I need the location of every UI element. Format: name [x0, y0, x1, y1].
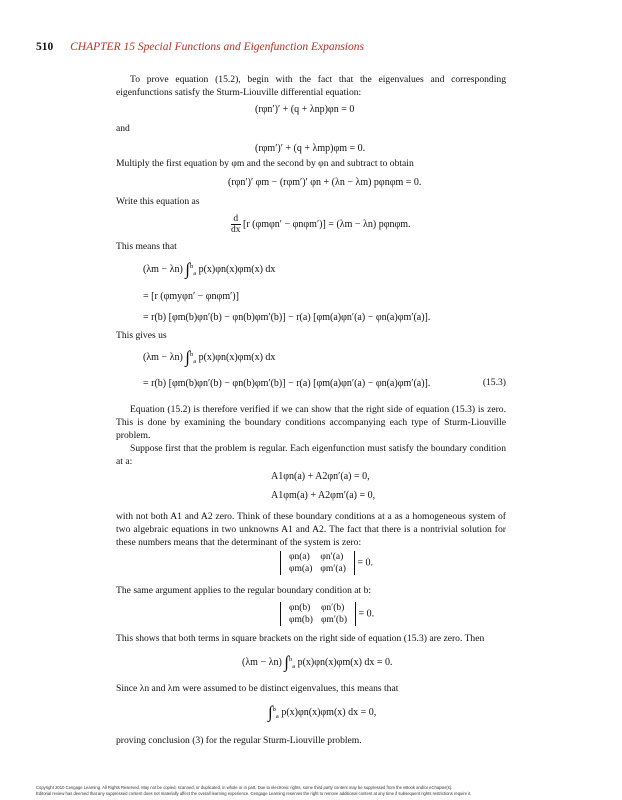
lower-limit: a [292, 663, 296, 670]
paragraph-this-means: This means that [116, 241, 177, 252]
d-dx-fraction [231, 214, 241, 235]
lower-limit: a [193, 270, 197, 277]
equation-derivative-form [231, 214, 411, 235]
determinant-matrix [280, 551, 355, 575]
paragraph-multiply: Multiply the first equation by φm and the second by φn and subtract to obtain [116, 158, 414, 169]
integral-sign: ∫ [284, 652, 289, 672]
det-cell: φm(b) [289, 615, 313, 625]
determinant-rhs: = 0. [357, 557, 374, 569]
upper-limit: b [189, 350, 194, 358]
equation-integral-1 [143, 259, 276, 279]
text-and: and [116, 123, 130, 134]
det-cell: φm(a) [289, 564, 313, 574]
paragraph-conclusion: proving conclusion (3) for the regular Sturm-Liouville problem. [116, 735, 362, 746]
integral-sign: ∫ [185, 259, 190, 279]
fraction-denominator: dx [231, 225, 241, 235]
paragraph-verified: Equation (15.2) is therefore verified if we can show that the right side of equation (15.3) is zero. This is done by examining the boundary conditions accompanying each type of Sturm-Liouville problem. [116, 404, 506, 441]
paragraph-same-argument: The same argument applies to the regular boundary condition at b: [116, 585, 372, 596]
det-cell: φm′(b) [320, 615, 347, 625]
det-cell: φn(b) [289, 603, 311, 613]
upper-limit: b [288, 655, 293, 663]
determinant-at-b [280, 602, 374, 626]
paragraph-homogeneous: with not both A1 and A2 zero. Think of these boundary conditions at a as a homogeneous system of two algebraic equations in two unknowns A1 and A2. The fact that there is a nontrivial solution for these numbers means that the determinant of the system is zero: [116, 511, 506, 548]
paragraph-regular: Suppose first that the problem is regular. Each eigenfunction must satisfy the boundary condition at a: [116, 443, 506, 467]
equation-boundary-terms-2: = r(b) [φm(b)φn′(b) − φn(b)φm′(b)] − r(a) [φm(a)φn′(a) − φn(a)φm′(a)]. [143, 378, 431, 389]
determinant-matrix [280, 602, 356, 626]
integrand: p(x)φn(x)φm(x) dx [198, 352, 276, 363]
determinant-at-a [280, 551, 373, 575]
copyright-footer [36, 785, 596, 797]
det-cell: φn′(b) [320, 603, 345, 613]
equation-sl-n: (rφn′)′ + (q + λnp)φn = 0 [255, 104, 355, 115]
paragraph-both-terms: This shows that both terms in square brackets on the right side of equation (15.3) are zero. Then [116, 633, 485, 644]
lambda-difference: (λm − λn) [143, 352, 183, 363]
equation-bc-m: A1φm(a) + A2φm′(a) = 0, [271, 490, 376, 501]
upper-limit: b [272, 705, 276, 713]
copyright-line-2: Editorial review has deemed that any suppressed content does not materially affect the overall learning experience. Cengage Learning reserves the right to remove additional content at any time if subsequent rights restrictions require it. [36, 791, 472, 796]
det-cell: φn′(a) [320, 552, 344, 562]
paragraph-distinct: Since λn and λm were assumed to be distinct eigenvalues, this means that [116, 683, 399, 694]
equation-bc-n: A1φn(a) + A2φn′(a) = 0, [271, 471, 370, 482]
integrand: p(x)φn(x)φm(x) dx [198, 264, 276, 275]
derivative-rhs: [r (φmφn′ − φnφm′)] = (λm − λn) pφnφm. [243, 218, 411, 230]
lambda-difference: (λm − λn) [242, 657, 282, 668]
lower-limit: a [275, 713, 279, 720]
equation-number-15-3: (15.3) [482, 377, 506, 388]
equation-sl-m: (rφm′)′ + (q + λmp)φm = 0. [255, 143, 366, 154]
determinant-rhs: = 0. [358, 608, 375, 620]
equation-integral-2 [143, 347, 276, 367]
page-number: 510 [36, 41, 54, 53]
integrand: p(x)φn(x)φm(x) dx = 0. [297, 657, 393, 668]
lower-limit: a [193, 358, 197, 365]
paragraph-intro: To prove equation (15.2), begin with the fact that the eigenvalues and corresponding eigenfunctions satisfy the Sturm-Liouville differential equation: [116, 74, 506, 98]
chapter-title: CHAPTER 15 Special Functions and Eigenfunction Expansions [70, 41, 364, 53]
paragraph-write: Write this equation as [116, 196, 200, 207]
integral-sign: ∫ [185, 347, 190, 367]
equation-bracket-eval: = [r (φmyφn′ − φnφm′)] [143, 291, 239, 302]
det-cell: φm′(a) [320, 564, 346, 574]
copyright-line-1: Copyright 2010 Cengage Learning. All Rights Reserved. May not be copied, scanned, or duplicated, in whole or in part. Due to electronic rights, some third party content may be suppressed from the eBook and/or eChapter(s). [36, 785, 453, 790]
upper-limit: b [189, 262, 194, 270]
integral-sign: ∫ [268, 702, 273, 722]
lambda-difference: (λm − λn) [143, 264, 183, 275]
equation-subtracted: (rφn′)′ φm − (rφm′)′ φn + (λn − λm) pφnφm = 0. [228, 177, 422, 188]
equation-boundary-terms-1: = r(b) [φm(b)φn′(b) − φn(b)φm′(b)] − r(a) [φm(a)φn′(a) − φn(a)φm′(a)]. [143, 312, 431, 323]
integrand: p(x)φn(x)φm(x) dx = 0, [281, 707, 377, 718]
paragraph-this-gives: This gives us [116, 330, 167, 341]
det-cell: φn(a) [289, 552, 310, 562]
running-header [36, 41, 364, 53]
fraction-numerator: d [231, 214, 241, 225]
equation-orthogonality [268, 702, 377, 722]
equation-integral-zero [242, 652, 393, 672]
